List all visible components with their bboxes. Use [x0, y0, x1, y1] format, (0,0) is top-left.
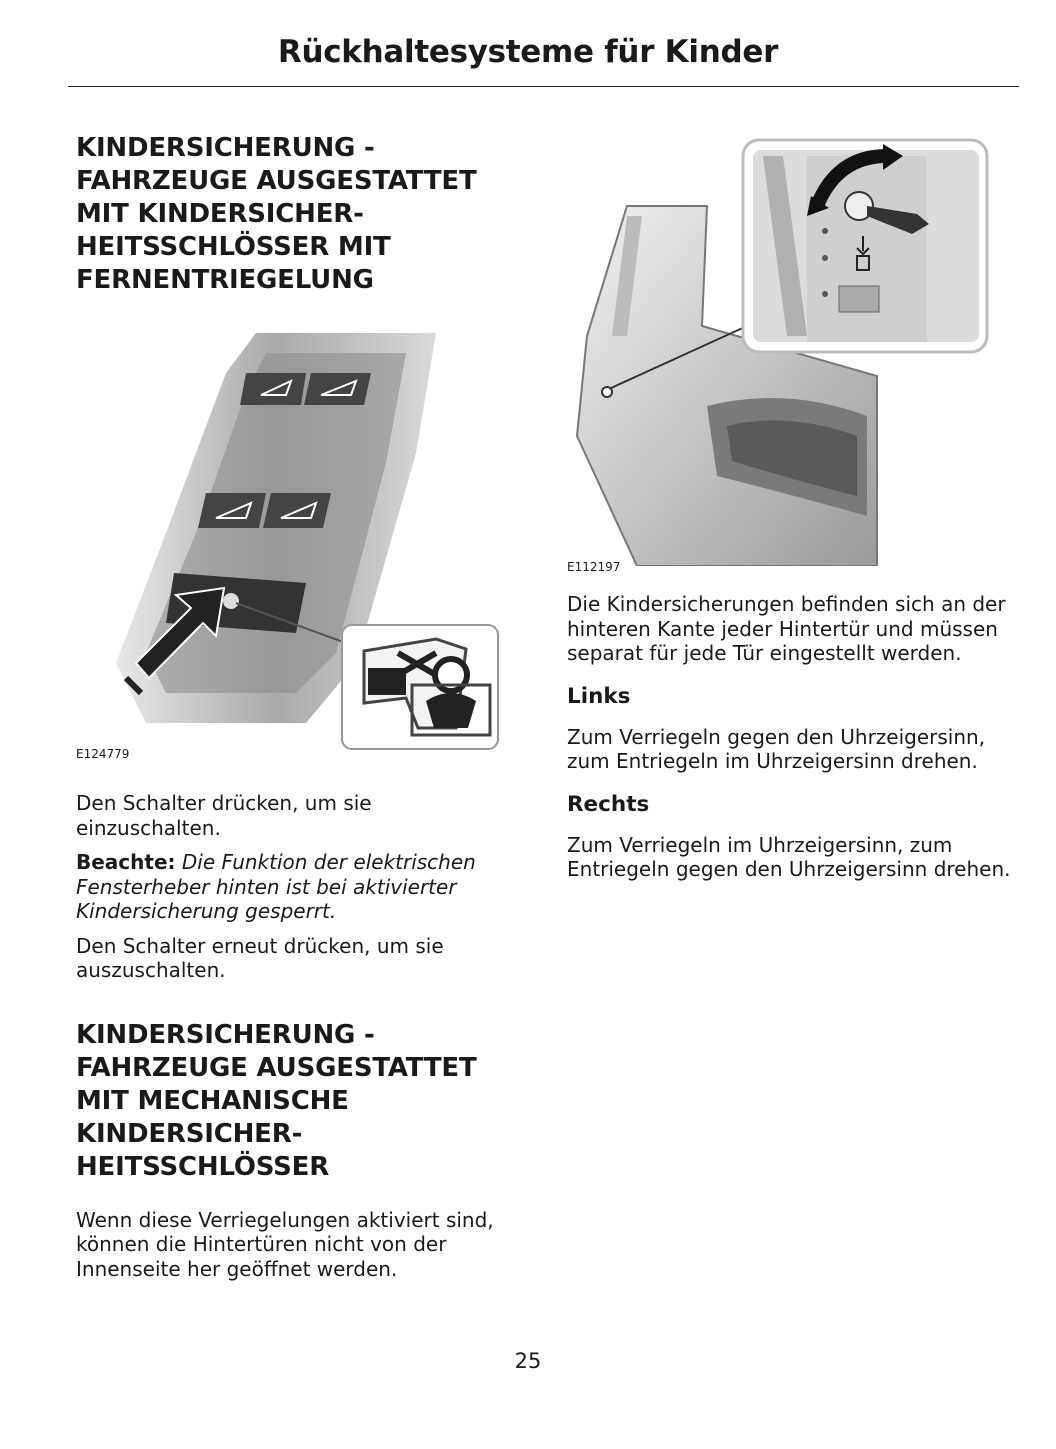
page-title: Rückhaltesysteme für Kinder — [277, 34, 779, 70]
figure-code: E124779 — [76, 747, 130, 761]
text-line: Die Kindersicherungen befinden sich an der — [567, 592, 1006, 616]
header-divider — [68, 86, 1019, 87]
window-switch-illustration — [106, 333, 536, 763]
lock-location-marker — [602, 387, 612, 397]
text-line: Den Schalter drücken, um sie — [76, 791, 372, 815]
heading-line: KINDERSICHERUNG - — [76, 1019, 375, 1050]
heading-line: HEITSSCHLÖSSER — [76, 1151, 330, 1182]
text-line: Entriegeln gegen den Uhrzeigersinn drehen. — [567, 857, 1011, 881]
mechanical-locks-description — [76, 1208, 521, 1282]
figure-window-switch — [76, 333, 521, 803]
heading-line: KINDERSICHERUNG - — [76, 133, 375, 163]
section-heading-mechanical-locks — [76, 1019, 521, 1184]
note-text-line: Die Funktion der elektrischen — [181, 850, 476, 874]
text-line: zum Entriegeln im Uhrzeigersinn drehen. — [567, 749, 978, 773]
heading-line: HEITSSCHLÖSSER MIT — [76, 232, 391, 262]
text-line: Zum Verriegeln im Uhrzeigersinn, zum — [567, 832, 953, 857]
child-lock-detail-callout — [743, 140, 987, 352]
text-line: hinteren Kante jeder Hintertür und müssen — [567, 616, 998, 641]
page-number: 25 — [514, 1349, 542, 1373]
instruction-switch-off — [76, 934, 521, 983]
text-line: einzuschalten. — [76, 815, 221, 840]
note-text-line: Kindersicherung gesperrt. — [76, 899, 337, 923]
note — [76, 850, 521, 924]
left-column — [76, 132, 521, 1281]
text-line: können die Hintertüren nicht von der — [76, 1232, 447, 1256]
text-line: Zum Verriegeln gegen den Uhrzeigersinn, — [567, 724, 986, 749]
figure-door-lock — [567, 136, 1022, 586]
subheading-links: Links — [567, 683, 631, 709]
heading-line: FAHRZEUGE AUSGESTATTET — [76, 166, 477, 196]
heading-line: MIT MECHANISCHE — [76, 1085, 349, 1116]
lock-location-description — [567, 592, 1022, 666]
text-line: Wenn diese Verriegelungen aktiviert sind, — [76, 1207, 494, 1232]
note-text-line: Fensterheber hinten ist bei aktivierter — [76, 874, 457, 899]
text-line: auszuschalten. — [76, 958, 226, 982]
rechts-instruction — [567, 833, 1022, 882]
text-line: Den Schalter erneut drücken, um sie — [76, 933, 444, 958]
heading-line: FERNENTRIEGELUNG — [76, 265, 374, 295]
child-lock-symbol-icon — [342, 625, 498, 749]
figure-code: E112197 — [567, 560, 621, 574]
text-line: Innenseite her geöffnet werden. — [76, 1256, 398, 1281]
note-label: Beachte: — [76, 850, 176, 874]
heading-line: MIT KINDERSICHER- — [76, 199, 364, 229]
links-instruction — [567, 725, 1022, 774]
section-heading-remote-locks — [76, 132, 521, 297]
right-column — [567, 136, 1022, 882]
heading-line: KINDERSICHER- — [76, 1118, 303, 1149]
subheading-rechts: Rechts — [567, 791, 650, 817]
heading-line: FAHRZEUGE AUSGESTATTET — [76, 1052, 477, 1083]
door-lock-illustration — [567, 136, 997, 566]
text-line: separat für jede Tür eingestellt werden. — [567, 641, 962, 665]
